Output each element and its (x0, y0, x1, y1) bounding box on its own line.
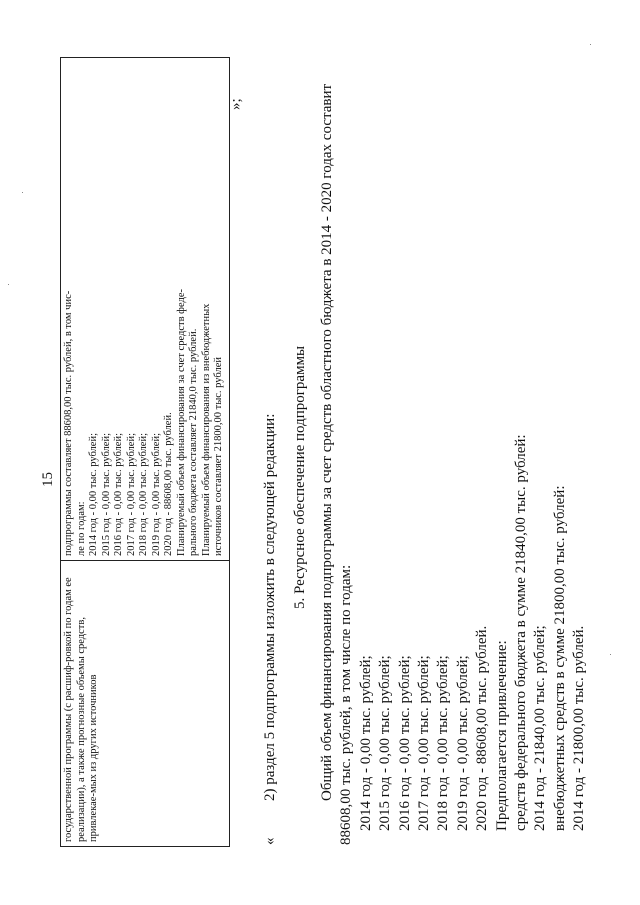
body-line: внебюджетных средств в сумме 21800,00 тыс. рублей: (551, 485, 568, 831)
table-row (61, 58, 230, 847)
section-instruction: 2) раздел 5 подпрограммы изложить в следующей редакции: (262, 413, 278, 801)
table-cell-label: государственной программы (с расшиф-ровкой по годам ее реализации), а также прогнозные объемы средств, привлекае-мых из других источников (61, 561, 230, 847)
table-line: источников составляет 21800,00 тыс. рублей (213, 357, 224, 556)
section-title: 5. Ресурсное обеспечение подпрограммы (292, 345, 308, 609)
closing-quote: »; (228, 98, 244, 110)
table-line: 2017 год - 0,00 тыс. рублей; (125, 432, 137, 556)
body-line: 2019 год - 0,00 тыс. рублей; (454, 655, 471, 831)
table-line: подпрограммы составляет 88608,00 тыс. рублей, в том чис- (63, 290, 74, 556)
table-line: 2014 год - 0,00 тыс. рублей; (88, 432, 99, 556)
table-line: рального бюджета составляет 21840,0 тыс. рублей. (188, 328, 199, 556)
opening-quote: « (262, 837, 278, 845)
body-line: средств федерального бюджета в сумме 21840,00 тыс. рублей: (513, 434, 530, 831)
table-cell-value (61, 58, 230, 561)
scan-speck (590, 44, 591, 45)
table-line: 2015 год - 0,00 тыс. рублей; (100, 432, 112, 556)
table-line: Планируемый объем финансирования за счет средств феде- (175, 289, 187, 556)
body-line: 2018 год - 0,00 тыс. рублей; (435, 655, 452, 831)
body-line: Общий объем финансирования подпрограммы за счет средств областного бюджета в 2014 - 2020 годах составит (319, 83, 335, 801)
table-line: 2018 год - 0,00 тыс. рублей; (138, 432, 149, 556)
body-line: 2020 год - 88608,00 тыс. рублей. (474, 625, 491, 831)
body-line: 88608,00 тыс. рублей, в том числе по годам: (338, 564, 355, 845)
body-line: 2014 год - 0,00 тыс. рублей; (357, 655, 374, 831)
table-line: 2019 год - 0,00 тыс. рублей; (150, 432, 162, 556)
table-line: 2016 год - 0,00 тыс. рублей; (113, 432, 124, 556)
body-line: 2017 год - 0,00 тыс. рублей; (416, 655, 433, 831)
body-line: Предполагается привлечение: (493, 640, 510, 831)
section-body (318, 25, 590, 845)
passport-table-fragment (60, 57, 230, 847)
page-number: 15 (40, 472, 56, 487)
scan-speck (8, 284, 9, 285)
body-line: 2014 год - 21800,00 тыс. рублей. (571, 625, 588, 831)
table-line: Планируемый объем финансирования из внебюджетных (200, 303, 212, 556)
body-line: 2016 год - 0,00 тыс. рублей; (396, 655, 413, 831)
body-line: 2014 год - 21840,00 тыс. рублей; (532, 625, 549, 831)
scan-speck (610, 654, 611, 655)
scan-speck (22, 192, 23, 193)
body-line: 2015 год - 0,00 тыс. рублей; (377, 655, 394, 831)
table-line: ле по годам: (75, 501, 87, 556)
table-line: 2020 год - 88608,00 тыс. рублей. (163, 412, 174, 556)
